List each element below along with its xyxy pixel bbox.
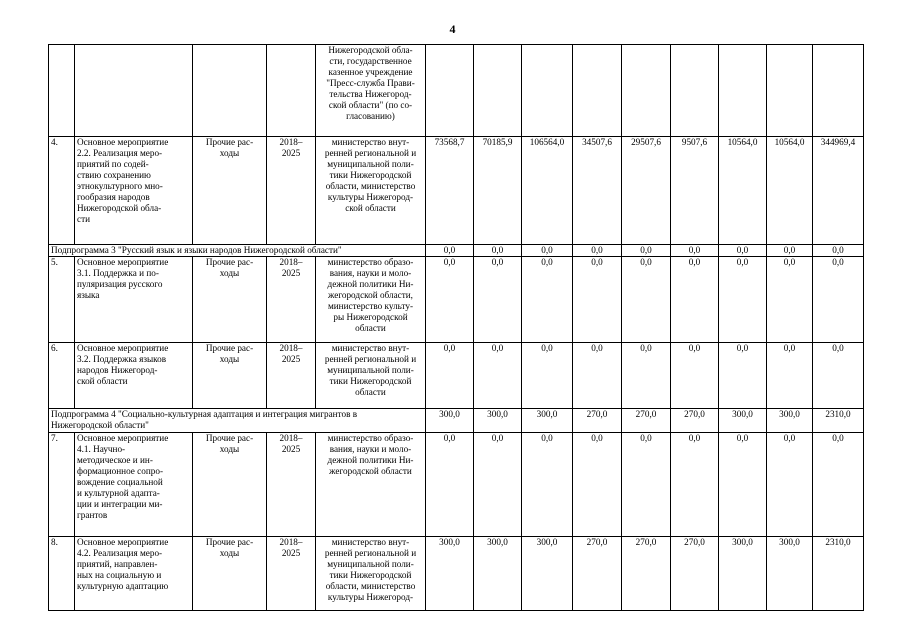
value-text: 270,0 <box>635 409 657 419</box>
activity-name-cell: Основное мероприятие 2.2. Реализация меро- приятий по содей- ствию сохранению этнокультурного мно- гообразия народов Нижегородской обла- сти <box>75 137 193 245</box>
value-text: 0,0 <box>491 257 504 267</box>
total-value-cell <box>813 343 864 409</box>
value-text: 0,0 <box>832 433 844 443</box>
activity-name-cell: Основное мероприятие 3.2. Поддержка языков народов Нижегород- ской области <box>75 343 193 409</box>
value-text: 300,0 <box>779 409 800 419</box>
year-value-cell <box>719 343 767 409</box>
value-text: 0,0 <box>783 245 796 255</box>
period-cell <box>267 45 316 137</box>
year-value-cell <box>573 257 622 343</box>
year-value-cell <box>719 45 767 137</box>
funding-source-cell: Прочие рас- ходы <box>193 537 267 611</box>
year-value-cell <box>522 45 573 137</box>
year-value-cell <box>522 245 573 257</box>
year-value-cell <box>767 537 813 611</box>
year-value-cell <box>671 245 719 257</box>
value-text: 0,0 <box>591 433 603 443</box>
value-text: 300,0 <box>732 537 753 547</box>
row-number-cell: 6. <box>49 343 75 409</box>
value-text: 300,0 <box>732 409 753 419</box>
value-text: 270,0 <box>586 409 608 419</box>
value-text: 29507,6 <box>631 137 661 147</box>
year-value-cell <box>522 257 573 343</box>
activity-name-cell: Основное мероприятие 4.2. Реализация меро- приятий, направлен- ных на социальную и культурную адаптацию <box>75 537 193 611</box>
value-text: 0,0 <box>491 433 504 443</box>
subprogram-title <box>49 245 426 257</box>
row-number-cell: 4. <box>49 137 75 245</box>
executor-cell: министерство образо- вания, науки и моло- дежной политики Ни- жегородской области <box>316 433 426 537</box>
value-text: 0,0 <box>443 343 456 353</box>
period-cell: 2018– 2025 <box>267 537 316 611</box>
table-row <box>49 257 864 343</box>
subprogram-row <box>49 409 864 433</box>
year-value-cell <box>573 343 622 409</box>
year-value-cell <box>474 433 522 537</box>
year-value-cell <box>474 343 522 409</box>
year-value-cell <box>719 537 767 611</box>
year-value-cell <box>671 537 719 611</box>
value-text: 0,0 <box>443 433 456 443</box>
year-value-cell <box>671 137 719 245</box>
funding-source-cell: Прочие рас- ходы <box>193 257 267 343</box>
value-text: 300,0 <box>439 409 460 419</box>
value-text: 0,0 <box>736 245 749 255</box>
table-row <box>49 343 864 409</box>
value-text: 270,0 <box>684 537 705 547</box>
year-value-cell <box>573 409 622 433</box>
year-value-cell <box>426 343 474 409</box>
value-text: 0,0 <box>832 257 844 267</box>
value-text: 0,0 <box>832 245 844 255</box>
value-text: 0,0 <box>640 245 652 255</box>
period-cell: 2018– 2025 <box>267 137 316 245</box>
year-value-cell <box>474 537 522 611</box>
executor-cell: Нижегородской обла- сти, государственное казенное учреждение "Пресс-служба Прави- тельства Нижегород- ской области" (по со- гласованию) <box>316 45 426 137</box>
total-value-cell <box>813 409 864 433</box>
year-value-cell <box>767 409 813 433</box>
activity-name-cell: Основное мероприятие 4.1. Научно- методическое и ин- формационное сопро- вождение социальной и культурной адапта- ции и интеграции ми- грантов <box>75 433 193 537</box>
subprogram-title-text: Подпрограмма 3 "Русский язык и языки народов Нижегородской области" <box>51 245 342 255</box>
subprogram-title <box>49 409 426 433</box>
value-text: 300,0 <box>439 537 460 547</box>
value-text: 0,0 <box>640 343 652 353</box>
year-value-cell <box>719 245 767 257</box>
row-number-cell: 5. <box>49 257 75 343</box>
total-value-cell <box>813 245 864 257</box>
year-value-cell <box>522 537 573 611</box>
funding-source-cell <box>193 45 267 137</box>
year-value-cell <box>573 137 622 245</box>
value-text: 300,0 <box>536 409 558 419</box>
year-value-cell <box>522 343 573 409</box>
year-value-cell <box>719 257 767 343</box>
value-text: 0,0 <box>640 257 652 267</box>
year-value-cell <box>767 137 813 245</box>
funding-source-cell: Прочие рас- ходы <box>193 343 267 409</box>
year-value-cell <box>426 537 474 611</box>
year-value-cell <box>426 245 474 257</box>
value-text: 70185,9 <box>482 137 513 147</box>
year-value-cell <box>719 409 767 433</box>
value-text: 300,0 <box>536 537 558 547</box>
table-row <box>49 433 864 537</box>
value-text: 344969,4 <box>820 137 856 147</box>
subprogram-title-text: Подпрограмма 4 "Социально-культурная адаптация и интеграция мигрантов в Нижегородской области" <box>51 409 358 430</box>
year-value-cell <box>522 137 573 245</box>
value-text: 2310,0 <box>825 409 851 419</box>
executor-cell: министерство внут- ренней региональной и муниципальной поли- тики Нижегородской области, министерство культуры Нижегород- ской области <box>316 137 426 245</box>
funding-source-cell: Прочие рас- ходы <box>193 137 267 245</box>
year-value-cell <box>522 409 573 433</box>
activity-name-cell: Основное мероприятие 3.1. Поддержка и по- пуляризация русского языка <box>75 257 193 343</box>
value-text: 0,0 <box>783 433 796 443</box>
value-text: 0,0 <box>688 257 701 267</box>
year-value-cell <box>767 45 813 137</box>
value-text: 0,0 <box>688 245 701 255</box>
value-text: 0,0 <box>640 433 652 443</box>
executor-cell: министерство внут- ренней региональной и муниципальной поли- тики Нижегородской области <box>316 343 426 409</box>
value-text: 34507,6 <box>582 137 612 147</box>
year-value-cell <box>671 343 719 409</box>
value-text: 10564,0 <box>774 137 805 147</box>
year-value-cell <box>426 433 474 537</box>
total-value-cell <box>813 433 864 537</box>
executor-cell: министерство образо- вания, науки и моло- дежной политики Ни- жегородской области, министерство культу- ры Нижегородской области <box>316 257 426 343</box>
value-text: 0,0 <box>736 343 749 353</box>
total-value-cell <box>813 257 864 343</box>
year-value-cell <box>622 137 671 245</box>
value-text: 0,0 <box>491 245 504 255</box>
period-cell: 2018– 2025 <box>267 433 316 537</box>
row-number-cell: 8. <box>49 537 75 611</box>
year-value-cell <box>474 409 522 433</box>
value-text: 300,0 <box>487 409 508 419</box>
value-text: 0,0 <box>832 343 844 353</box>
year-value-cell <box>719 433 767 537</box>
value-text: 9507,6 <box>681 137 708 147</box>
year-value-cell <box>522 433 573 537</box>
value-text: 0,0 <box>591 343 603 353</box>
year-value-cell <box>573 245 622 257</box>
year-value-cell <box>426 409 474 433</box>
table-row <box>49 137 864 245</box>
value-text: 0,0 <box>783 343 796 353</box>
value-text: 270,0 <box>635 537 657 547</box>
year-value-cell <box>426 45 474 137</box>
value-text: 0,0 <box>541 257 553 267</box>
total-value-cell <box>813 45 864 137</box>
value-text: 0,0 <box>491 343 504 353</box>
year-value-cell <box>474 137 522 245</box>
year-value-cell <box>767 245 813 257</box>
row-number-cell: 7. <box>49 433 75 537</box>
value-text: 0,0 <box>783 257 796 267</box>
period-cell: 2018– 2025 <box>267 343 316 409</box>
funding-source-cell: Прочие рас- ходы <box>193 433 267 537</box>
activity-name-cell <box>75 45 193 137</box>
value-text: 106564,0 <box>529 137 565 147</box>
table-row <box>49 45 864 137</box>
value-text: 300,0 <box>487 537 508 547</box>
total-value-cell <box>813 537 864 611</box>
year-value-cell <box>767 257 813 343</box>
value-text: 10564,0 <box>727 137 758 147</box>
year-value-cell <box>426 137 474 245</box>
year-value-cell <box>426 257 474 343</box>
value-text: 0,0 <box>443 245 456 255</box>
period-cell: 2018– 2025 <box>267 257 316 343</box>
value-text: 0,0 <box>591 245 603 255</box>
year-value-cell <box>622 433 671 537</box>
year-value-cell <box>767 433 813 537</box>
executor-cell: министерство внут- ренней региональной и муниципальной поли- тики Нижегородской области, министерство культуры Нижегород- <box>316 537 426 611</box>
value-text: 0,0 <box>541 343 553 353</box>
year-value-cell <box>622 343 671 409</box>
year-value-cell <box>671 257 719 343</box>
value-text: 300,0 <box>779 537 800 547</box>
year-value-cell <box>671 45 719 137</box>
value-text: 2310,0 <box>825 537 851 547</box>
year-value-cell <box>622 409 671 433</box>
year-value-cell <box>671 409 719 433</box>
value-text: 0,0 <box>541 245 553 255</box>
value-text: 0,0 <box>736 433 749 443</box>
value-text: 73568,7 <box>434 137 465 147</box>
value-text: 0,0 <box>736 257 749 267</box>
year-value-cell <box>573 433 622 537</box>
budget-table <box>48 44 864 611</box>
total-value-cell <box>813 137 864 245</box>
value-text: 0,0 <box>541 433 553 443</box>
row-number-cell <box>49 45 75 137</box>
year-value-cell <box>622 245 671 257</box>
year-value-cell <box>622 257 671 343</box>
year-value-cell <box>719 137 767 245</box>
year-value-cell <box>573 45 622 137</box>
year-value-cell <box>474 45 522 137</box>
year-value-cell <box>622 537 671 611</box>
year-value-cell <box>767 343 813 409</box>
year-value-cell <box>573 537 622 611</box>
year-value-cell <box>474 245 522 257</box>
year-value-cell <box>671 433 719 537</box>
subprogram-row <box>49 245 864 257</box>
value-text: 0,0 <box>443 257 456 267</box>
table-row <box>49 537 864 611</box>
year-value-cell <box>474 257 522 343</box>
page-number: 4 <box>449 22 456 36</box>
value-text: 0,0 <box>591 257 603 267</box>
value-text: 0,0 <box>688 343 701 353</box>
value-text: 0,0 <box>688 433 701 443</box>
value-text: 270,0 <box>586 537 608 547</box>
year-value-cell <box>622 45 671 137</box>
value-text: 270,0 <box>684 409 705 419</box>
